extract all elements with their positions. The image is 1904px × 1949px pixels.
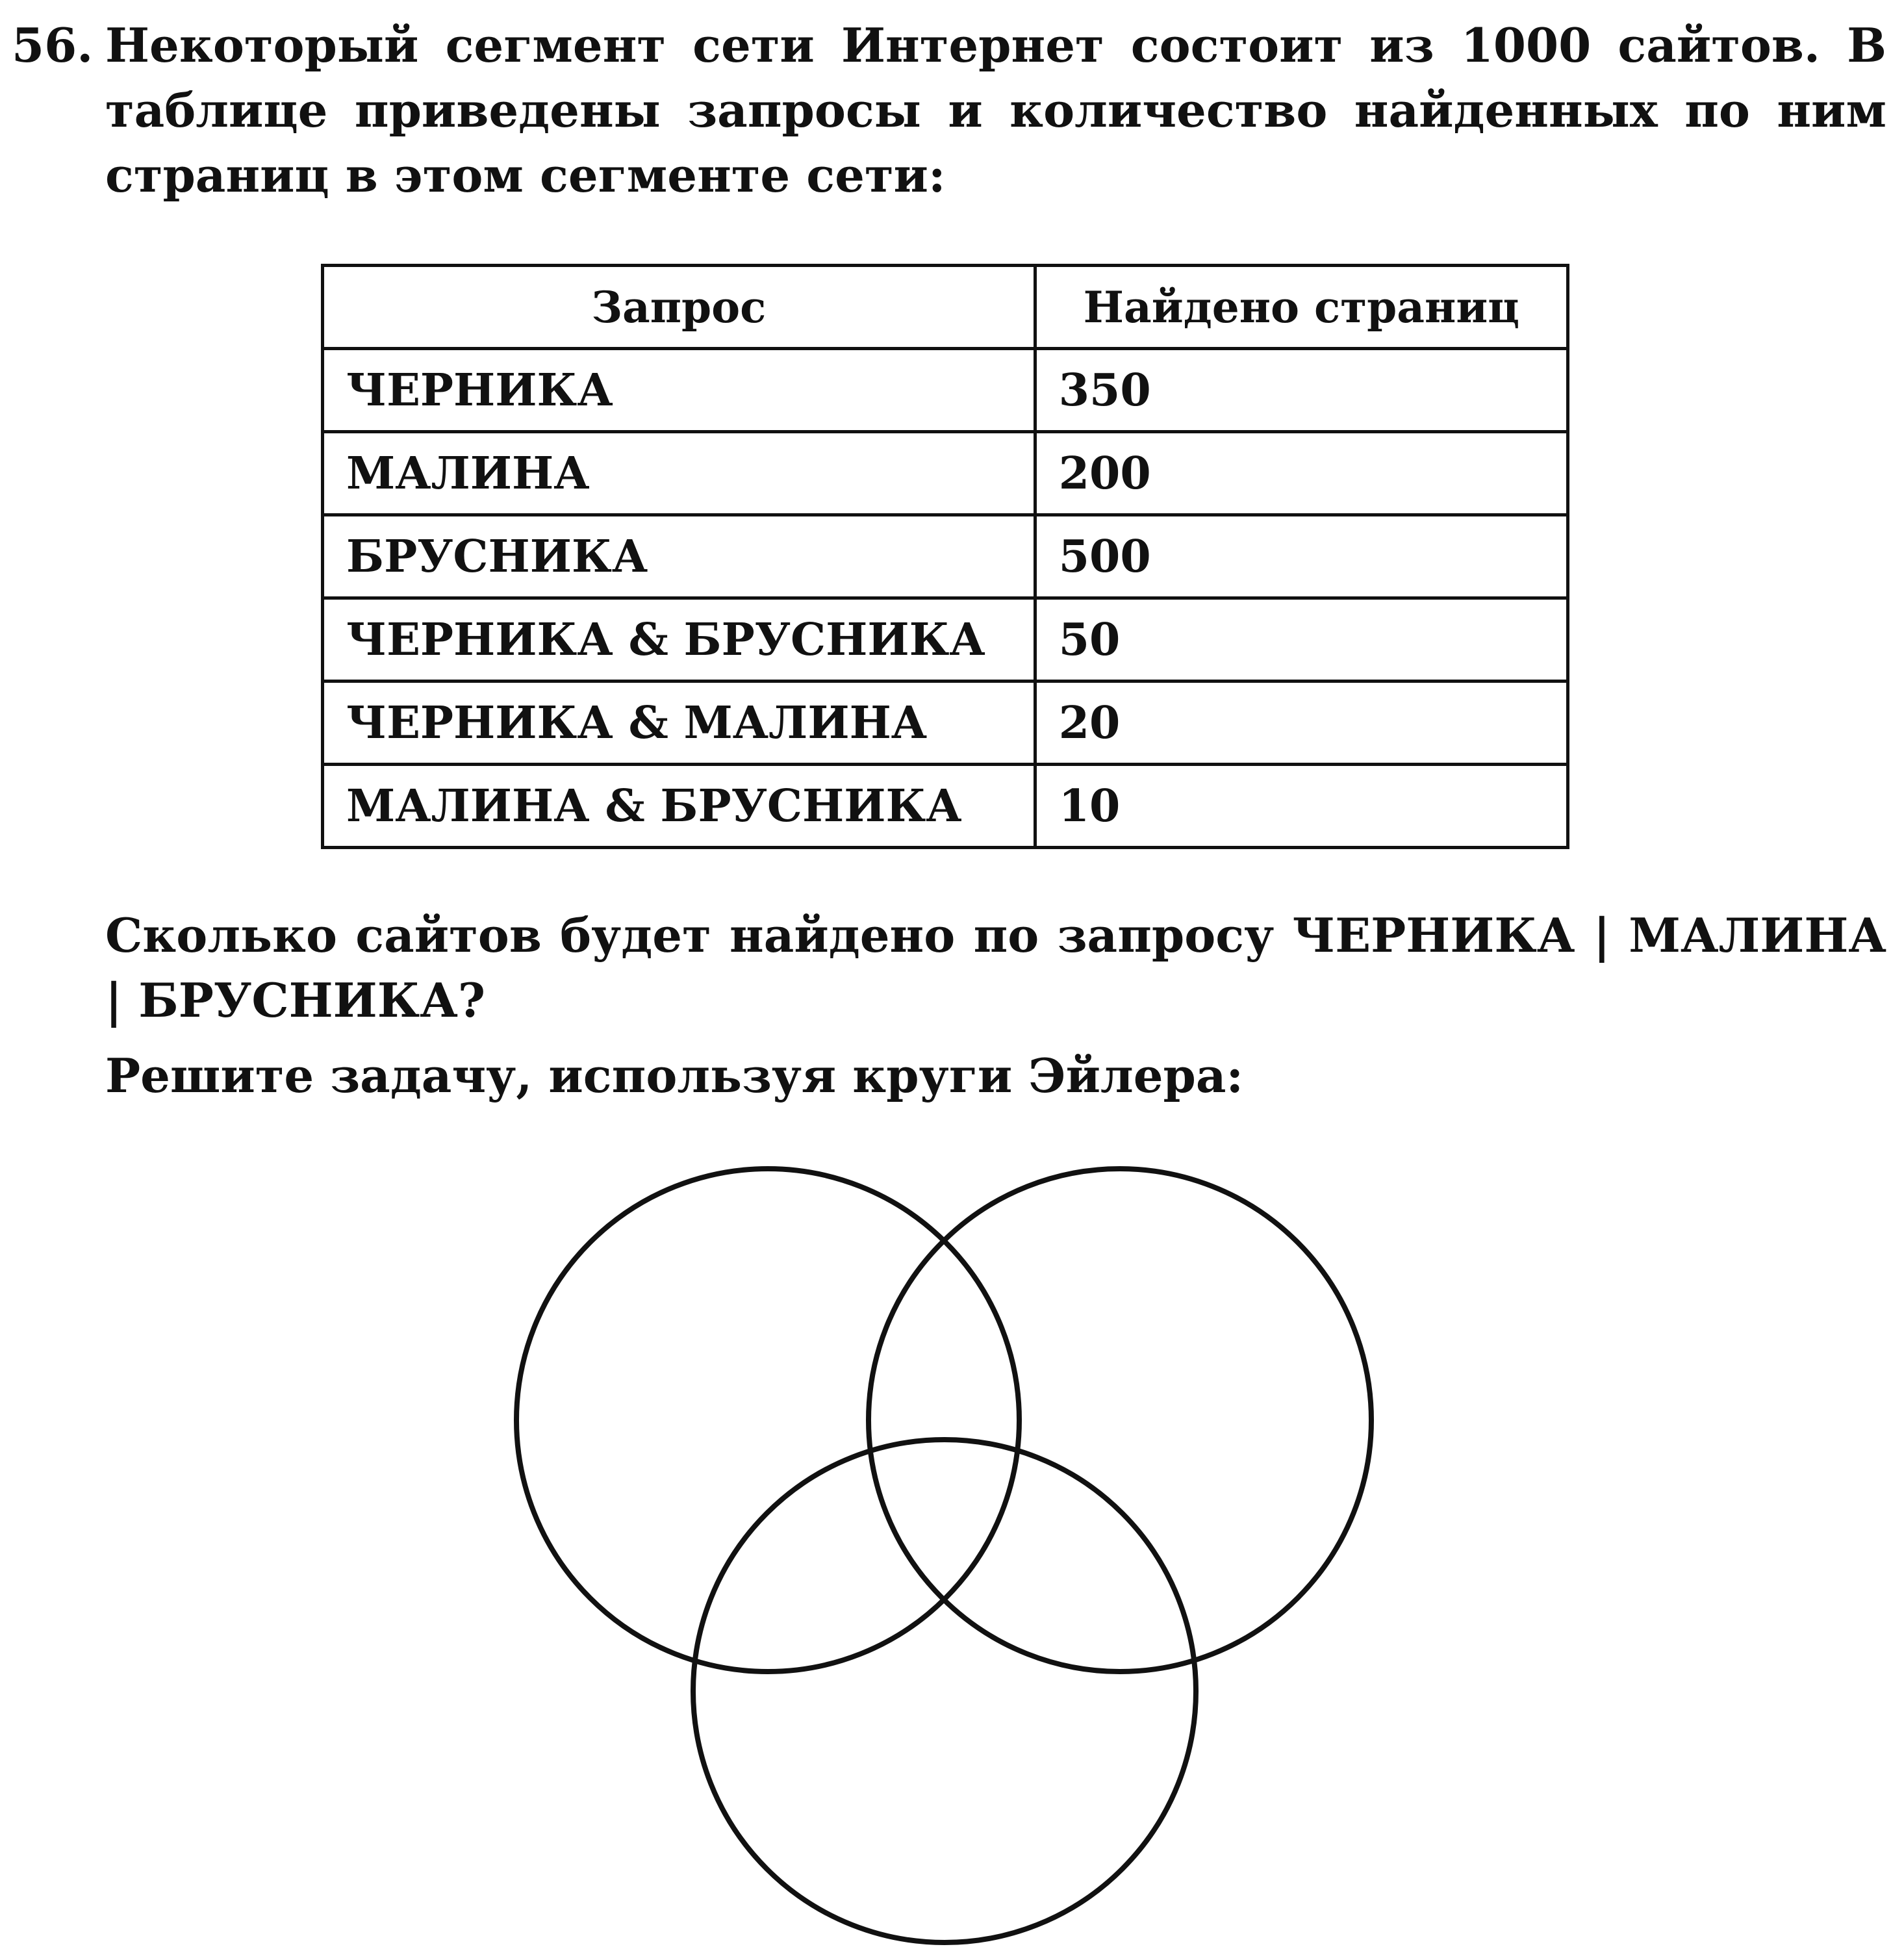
question-query: ЧЕРНИКА | МАЛИНА | БРУСНИКА bbox=[105, 908, 1886, 1028]
query-table bbox=[321, 264, 1569, 849]
header-count: Найдено страниц bbox=[1035, 266, 1568, 349]
table-row bbox=[323, 682, 1568, 765]
row-query: МАЛИНА bbox=[323, 432, 1035, 515]
table-row bbox=[323, 515, 1568, 598]
row-query: ЧЕРНИКА & МАЛИНА bbox=[323, 682, 1035, 765]
table-header-row bbox=[323, 266, 1568, 349]
question-suffix: ? bbox=[457, 973, 486, 1028]
problem-number: 56. bbox=[12, 18, 94, 73]
row-count: 500 bbox=[1035, 515, 1568, 598]
problem-question bbox=[105, 903, 1886, 1033]
euler-circle-right bbox=[869, 1169, 1371, 1672]
row-count: 50 bbox=[1035, 598, 1568, 682]
table-row bbox=[323, 598, 1568, 682]
row-count: 10 bbox=[1035, 765, 1568, 848]
row-count: 20 bbox=[1035, 682, 1568, 765]
problem-instruction: Решите задачу, используя круги Эйлера: bbox=[105, 1048, 1244, 1103]
question-prefix: Сколько сайтов будет найдено по запросу bbox=[105, 908, 1293, 963]
row-query: БРУСНИКА bbox=[323, 515, 1035, 598]
header-query: Запрос bbox=[323, 266, 1035, 349]
row-query: ЧЕРНИКА & БРУСНИКА bbox=[323, 598, 1035, 682]
row-count: 200 bbox=[1035, 432, 1568, 515]
euler-circle-left bbox=[516, 1169, 1019, 1672]
problem-intro: Некоторый сегмент сети Интернет состоит из 1000 сайтов. В таблице приведены запросы и количество найденных по ним страниц в этом сегменте сети: bbox=[105, 18, 1886, 203]
row-query: МАЛИНА & БРУСНИКА bbox=[323, 765, 1035, 848]
table-row bbox=[323, 432, 1568, 515]
row-query: ЧЕРНИКА bbox=[323, 349, 1035, 432]
euler-circle-bottom bbox=[693, 1440, 1196, 1943]
table-row bbox=[323, 765, 1568, 848]
table-row bbox=[323, 349, 1568, 432]
row-count: 350 bbox=[1035, 349, 1568, 432]
